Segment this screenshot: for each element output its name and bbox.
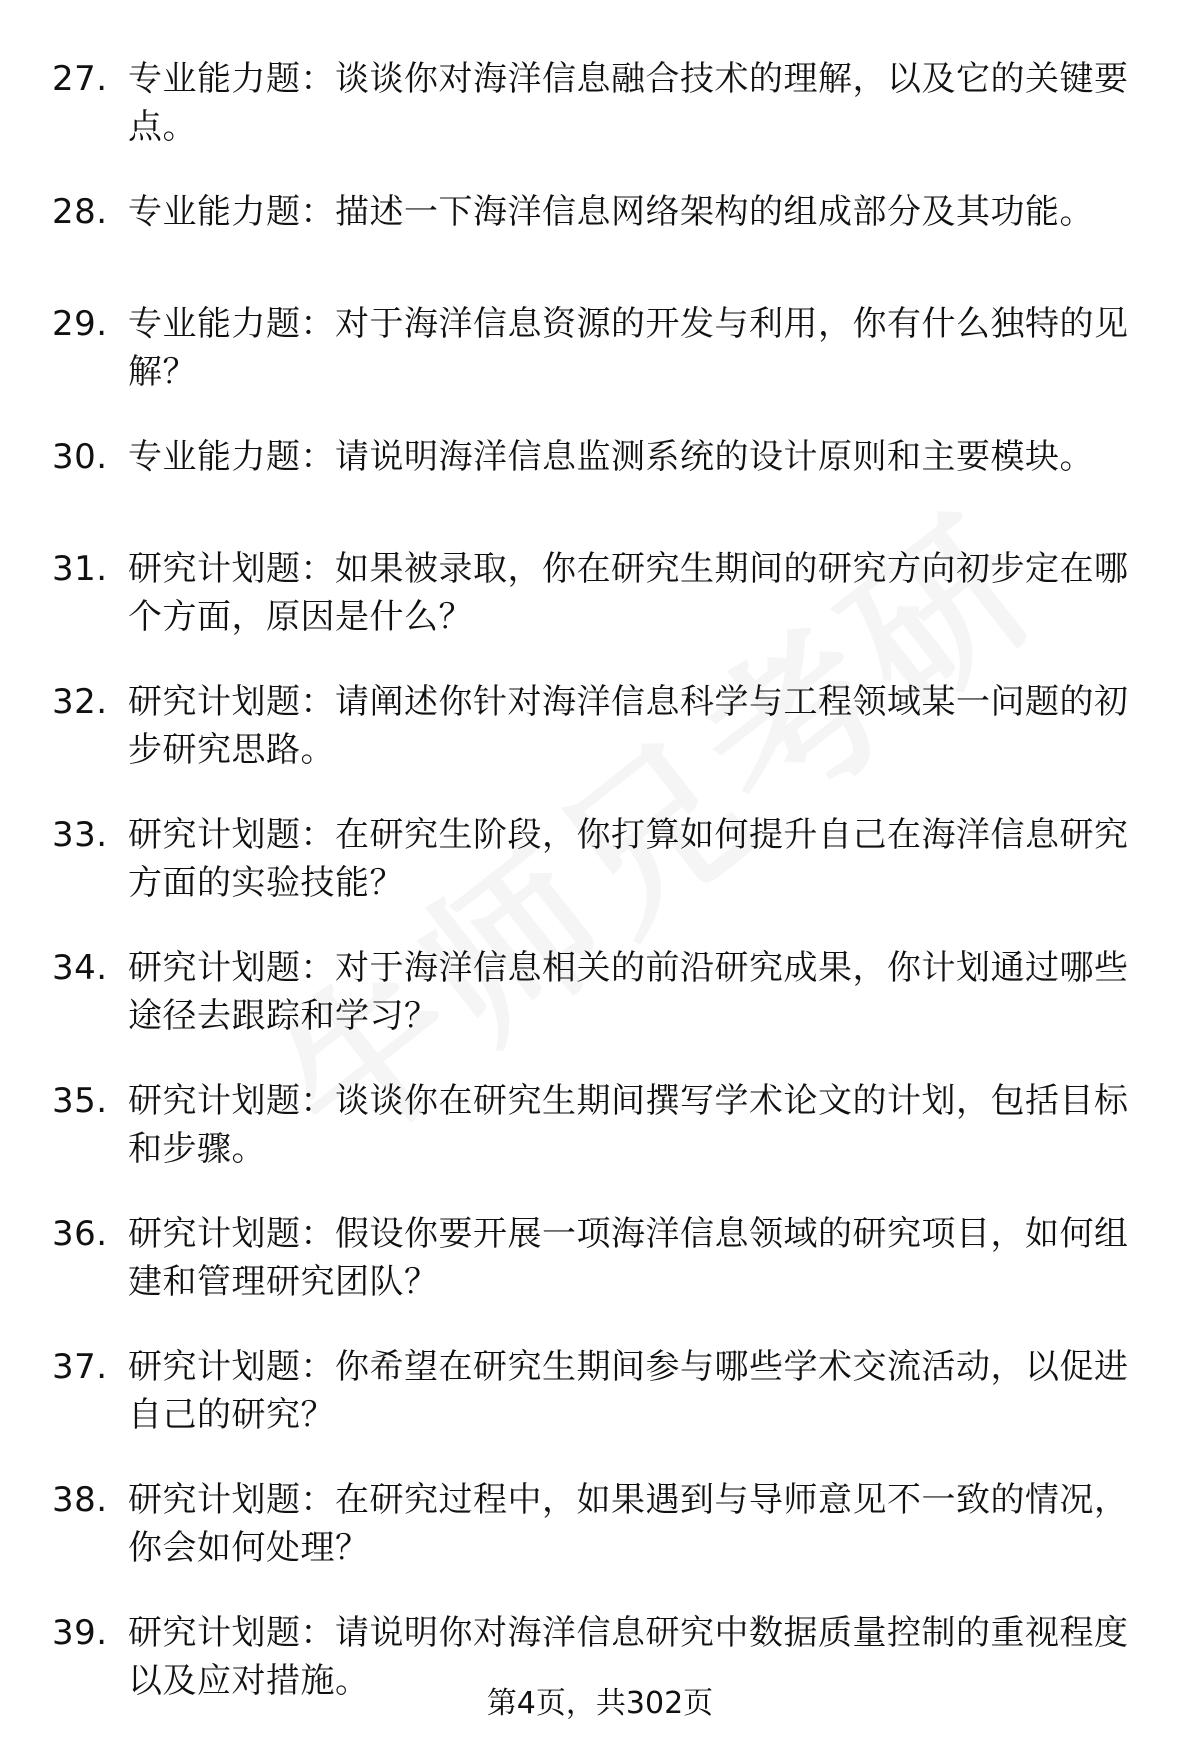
question-body: 请说明海洋信息监测系统的设计原则和主要模块。 xyxy=(335,437,1094,477)
question-number: 36. xyxy=(52,1214,108,1254)
question-number: 32. xyxy=(52,682,108,722)
question-category: 专业能力题： xyxy=(128,192,335,232)
question-number: 39. xyxy=(52,1613,108,1653)
question-category: 研究计划题： xyxy=(128,815,335,855)
question-body: 在研究过程中，如果遇到与导师意见不一致的情况，你会如何处理？ xyxy=(128,1480,1129,1568)
question-category: 研究计划题： xyxy=(128,549,335,589)
question-item-32 xyxy=(0,678,1200,811)
question-text xyxy=(128,300,1138,396)
question-body: 请阐述你针对海洋信息科学与工程领域某一问题的初步研究思路。 xyxy=(128,682,1129,770)
question-category: 研究计划题： xyxy=(128,1613,335,1653)
question-category: 研究计划题： xyxy=(128,948,335,988)
question-body: 对于海洋信息相关的前沿研究成果，你计划通过哪些途径去跟踪和学习？ xyxy=(128,948,1129,1036)
question-text xyxy=(128,1210,1138,1306)
question-text xyxy=(128,188,1138,236)
question-text xyxy=(128,944,1138,1040)
question-item-31 xyxy=(0,545,1200,678)
question-category: 研究计划题： xyxy=(128,1480,335,1520)
question-category: 专业能力题： xyxy=(128,304,335,344)
question-body: 如果被录取，你在研究生期间的研究方向初步定在哪个方面，原因是什么？ xyxy=(128,549,1129,637)
question-number: 38. xyxy=(52,1480,108,1520)
question-number: 33. xyxy=(52,815,108,855)
question-category: 专业能力题： xyxy=(128,437,335,477)
question-text xyxy=(128,55,1138,151)
question-body: 对于海洋信息资源的开发与利用，你有什么独特的见解？ xyxy=(128,304,1129,392)
question-body: 请说明你对海洋信息研究中数据质量控制的重视程度以及应对措施。 xyxy=(128,1613,1129,1701)
question-item-30 xyxy=(0,433,1200,545)
question-number: 30. xyxy=(52,437,108,477)
question-body: 谈谈你在研究生期间撰写学术论文的计划，包括目标和步骤。 xyxy=(128,1081,1129,1169)
question-number: 37. xyxy=(52,1347,108,1387)
question-number: 29. xyxy=(52,304,108,344)
question-item-35 xyxy=(0,1077,1200,1210)
question-text xyxy=(128,1343,1138,1439)
question-list xyxy=(0,55,1200,1721)
question-text xyxy=(128,678,1138,774)
question-number: 31. xyxy=(52,549,108,589)
question-text xyxy=(128,545,1138,641)
question-category: 研究计划题： xyxy=(128,1214,335,1254)
question-item-33 xyxy=(0,811,1200,944)
question-text xyxy=(128,1077,1138,1173)
question-number: 28. xyxy=(52,192,108,232)
question-item-29 xyxy=(0,300,1200,433)
question-category: 研究计划题： xyxy=(128,682,335,722)
question-text xyxy=(128,1476,1138,1572)
question-category: 专业能力题： xyxy=(128,59,335,99)
question-body: 你希望在研究生期间参与哪些学术交流活动，以促进自己的研究？ xyxy=(128,1347,1129,1435)
question-category: 研究计划题： xyxy=(128,1081,335,1121)
question-item-28 xyxy=(0,188,1200,300)
question-item-34 xyxy=(0,944,1200,1077)
question-number: 27. xyxy=(52,59,108,99)
question-body: 在研究生阶段，你打算如何提升自己在海洋信息研究方面的实验技能？ xyxy=(128,815,1129,903)
question-text xyxy=(128,811,1138,907)
question-body: 描述一下海洋信息网络架构的组成部分及其功能。 xyxy=(335,192,1094,232)
question-item-38 xyxy=(0,1476,1200,1609)
question-body: 假设你要开展一项海洋信息领域的研究项目，如何组建和管理研究团队？ xyxy=(128,1214,1129,1302)
question-number: 34. xyxy=(52,948,108,988)
question-text xyxy=(128,433,1138,481)
question-body: 谈谈你对海洋信息融合技术的理解，以及它的关键要点。 xyxy=(128,59,1129,147)
question-item-36 xyxy=(0,1210,1200,1343)
question-item-37 xyxy=(0,1343,1200,1476)
question-item-27 xyxy=(0,55,1200,188)
question-number: 35. xyxy=(52,1081,108,1121)
question-category: 研究计划题： xyxy=(128,1347,335,1387)
page-footer: 第4页，共302页 xyxy=(486,1686,714,1721)
